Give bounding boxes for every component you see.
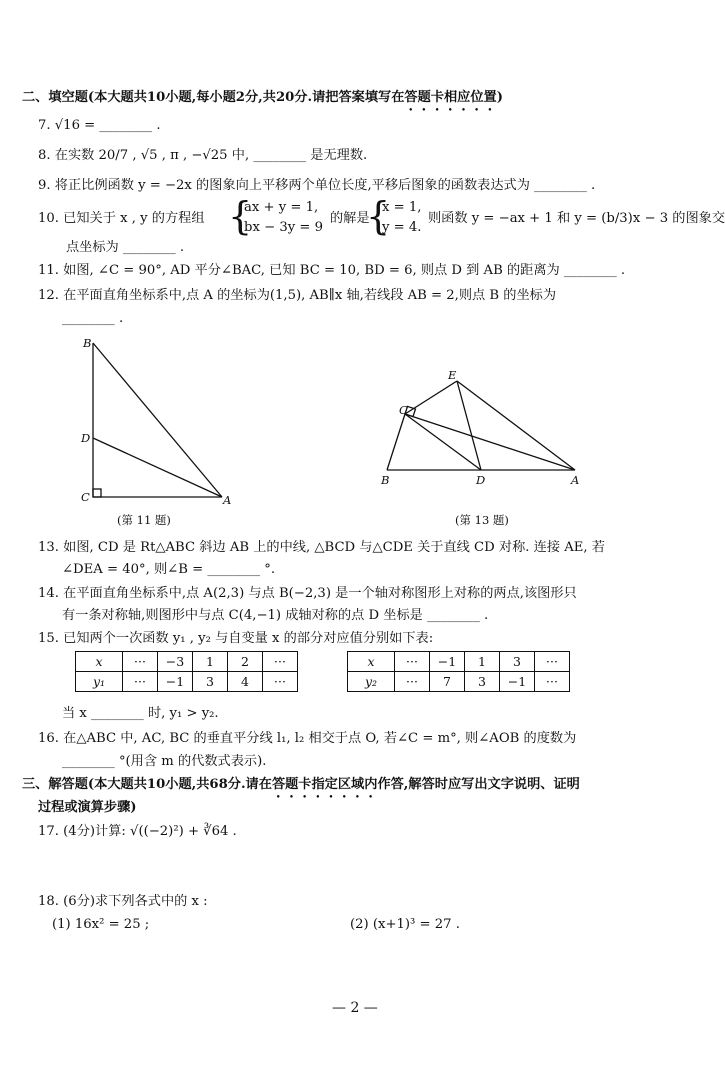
table-cell: −1 xyxy=(158,672,193,692)
system-1-eq2: bx − 3y = 9 xyxy=(244,220,323,235)
question-10-line2: 点坐标为 ________ . xyxy=(66,240,185,255)
fig11-label-B: B xyxy=(83,336,92,350)
figure-13 xyxy=(387,381,575,470)
segment-ED xyxy=(457,381,481,470)
question-15-line1: 15. 已知两个一次函数 y₁ , y₂ 与自变量 x 的部分对应值分别如下表: xyxy=(38,631,434,646)
table-cell: ··· xyxy=(395,672,430,692)
question-16-line1: 16. 在△ABC 中, AC, BC 的垂直平分线 l₁, l₂ 相交于点 O, 若∠C = m°, 则∠AOB 的度数为 xyxy=(38,731,577,746)
question-18-line1: 18. (6分)求下列各式中的 x : xyxy=(38,894,208,909)
system-2-eq1: x = 1, xyxy=(382,200,422,215)
question-15-line2: 当 x ________ 时, y₁ > y₂. xyxy=(62,706,219,721)
segment-CA xyxy=(405,414,575,470)
table-row xyxy=(348,652,570,672)
table-cell: 3 xyxy=(465,672,500,692)
page-number: — 2 — xyxy=(332,1000,378,1016)
system-1-eq1: ax + y = 1, xyxy=(244,200,319,215)
question-13-line2: ∠DEA = 40°, 则∠B = ________ °. xyxy=(62,562,276,577)
table-cell: ··· xyxy=(263,672,298,692)
fig11-label-C: C xyxy=(81,490,90,504)
fig11-label-A: A xyxy=(223,493,232,507)
question-10-mid: 的解是 xyxy=(330,211,370,226)
question-14-line1: 14. 在平面直角坐标系中,点 A(2,3) 与点 B(−2,3) 是一个轴对称图形上对称的两点,该图形只 xyxy=(38,586,577,601)
answer-area-emphasis: 答题卡指定区域内 xyxy=(271,777,378,792)
value-table-y2 xyxy=(347,651,570,692)
table-cell: x xyxy=(76,652,123,672)
segment-CD xyxy=(405,414,481,470)
question-8: 8. 在实数 20/7 , √5 , π , −√25 中, ________ 是无理数. xyxy=(38,148,368,163)
system-brace-2: { xyxy=(366,194,391,238)
right-angle-mark-C xyxy=(93,489,101,497)
table-cell: 2 xyxy=(228,652,263,672)
figure-11 xyxy=(93,343,222,497)
table-row xyxy=(76,672,298,692)
section-2-heading: 二、填空题(本大题共10小题,每小题2分,共20分.请把答案填写在答题卡相应位置) xyxy=(22,90,503,105)
question-14-line2: 有一条对称轴,则图形中与点 C(4,−1) 成轴对称的点 D 坐标是 ________ . xyxy=(62,608,489,623)
fig11-label-D: D xyxy=(81,431,91,445)
question-16-line2: ________ °(用含 m 的代数式表示). xyxy=(62,754,267,769)
table-cell: ··· xyxy=(535,652,570,672)
table-cell: x xyxy=(348,652,395,672)
table-cell: y₂ xyxy=(348,672,395,692)
answer-card-emphasis: 答题卡相应位置 xyxy=(404,90,497,105)
question-17: 17. (4分)计算: √((−2)²) + ∛64 . xyxy=(38,824,237,839)
question-10-suffix: 则函数 y = −ax + 1 和 y = (b/3)x − 3 的图象交 xyxy=(428,211,725,226)
section-3-heading: 三、解答题(本大题共10小题,共68分.请在答题卡指定区域内作答,解答时应写出文字说明、证明 xyxy=(22,777,580,792)
fig13-label-D: D xyxy=(476,473,486,487)
section-3-heading-line2: 过程或演算步骤) xyxy=(38,800,137,815)
fig13-label-E: E xyxy=(448,368,457,382)
question-13-line1: 13. 如图, CD 是 Rt△ABC 斜边 AB 上的中线, △BCD 与△CDE 关于直线 CD 对称. 连接 AE, 若 xyxy=(38,540,605,555)
table-cell: ··· xyxy=(123,652,158,672)
table-cell: 1 xyxy=(193,652,228,672)
fig13-label-B: B xyxy=(381,473,390,487)
table-cell: 3 xyxy=(193,672,228,692)
table-cell: −1 xyxy=(500,672,535,692)
table-cell: 4 xyxy=(228,672,263,692)
segment-BA xyxy=(93,343,222,497)
table-cell: ··· xyxy=(395,652,430,672)
question-9: 9. 将正比例函数 y = −2x 的图象向上平移两个单位长度,平移后图象的函数表达式为 ________ . xyxy=(38,178,596,193)
segment-BC xyxy=(387,414,405,470)
question-12-line2: ________ . xyxy=(62,311,124,326)
table-cell: 1 xyxy=(465,652,500,672)
table-row xyxy=(76,652,298,672)
fig13-caption: (第 13 题) xyxy=(455,513,509,527)
table-cell: −1 xyxy=(430,652,465,672)
table-cell: −3 xyxy=(158,652,193,672)
question-10-prefix: 10. 已知关于 x , y 的方程组 xyxy=(38,211,205,226)
table-cell: ··· xyxy=(535,672,570,692)
question-7: 7. √16 = ________ . xyxy=(38,118,161,133)
table-cell: ··· xyxy=(263,652,298,672)
fig13-label-C: C xyxy=(399,403,408,417)
question-18-part1: (1) 16x² = 25 ; xyxy=(52,917,150,932)
question-12-line1: 12. 在平面直角坐标系中,点 A 的坐标为(1,5), AB∥x 轴,若线段 AB = 2,则点 B 的坐标为 xyxy=(38,288,557,303)
table-cell: 7 xyxy=(430,672,465,692)
segment-DA xyxy=(93,438,222,497)
system-2-eq2: y = 4. xyxy=(382,220,422,235)
segment-EA xyxy=(457,381,575,470)
system-brace-1: { xyxy=(228,194,253,238)
table-cell: y₁ xyxy=(76,672,123,692)
fig13-label-A: A xyxy=(571,473,580,487)
question-18-part2: (2) (x+1)³ = 27 . xyxy=(350,917,460,932)
table-cell: 3 xyxy=(500,652,535,672)
question-11: 11. 如图, ∠C = 90°, AD 平分∠BAC, 已知 BC = 10, BD = 6, 则点 D 到 AB 的距离为 ________ . xyxy=(38,263,626,278)
table-row xyxy=(348,672,570,692)
segment-CE xyxy=(405,381,457,414)
fig11-caption: (第 11 题) xyxy=(117,513,171,527)
value-table-y1 xyxy=(75,651,298,692)
table-cell: ··· xyxy=(123,672,158,692)
